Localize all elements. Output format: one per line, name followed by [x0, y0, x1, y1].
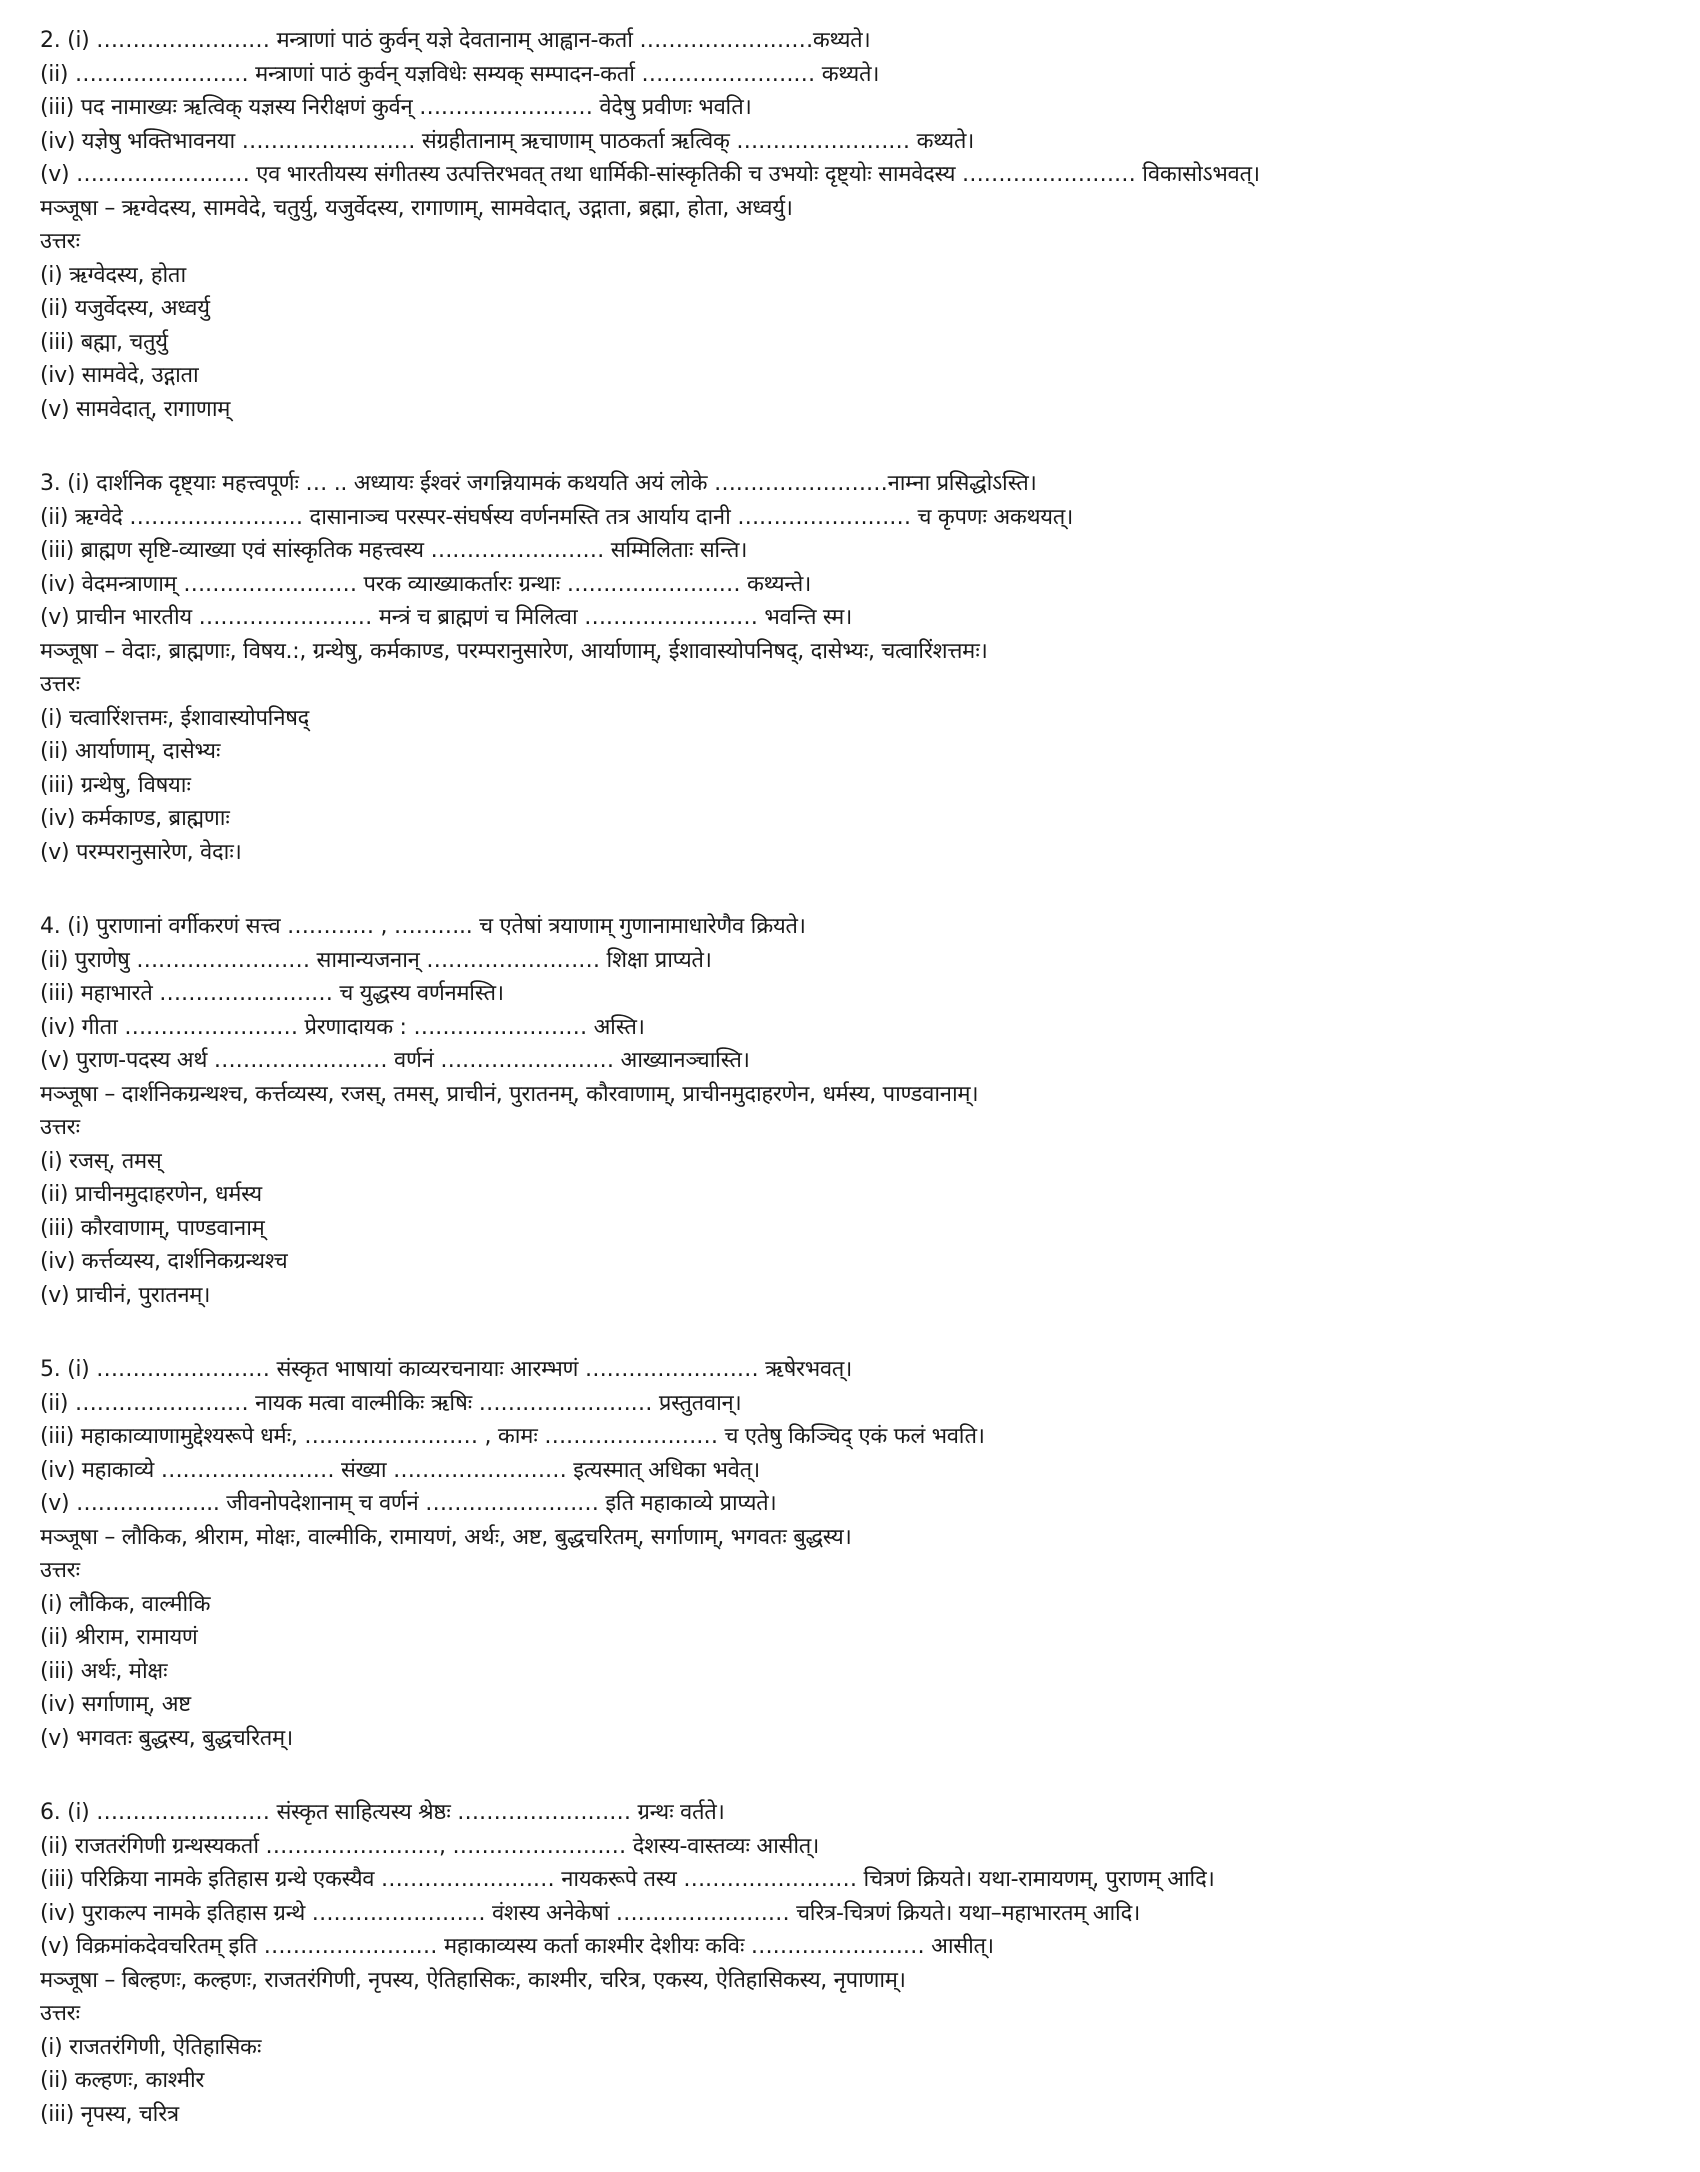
text-line: (v) परम्परानुसारेण, वेदाः। — [40, 839, 242, 865]
text-line: मञ्जूषा – बिल्हणः, कल्हणः, राजतरंगिणी, नृपस्य, ऐतिहासिकः, काश्मीर, चरित्र, एकस्य, ऐतिहासिकस्य, नृपाणाम्। — [40, 1967, 906, 1993]
question-section — [40, 910, 1680, 1312]
text-line: उत्तरः — [40, 672, 80, 697]
text-line: (v) विक्रमांकदेवचरितम् इति …………………… महाकाव्यस्य कर्ता काश्मीर देशीयः कविः …………………… आसीत्। — [40, 1934, 994, 1959]
text-line: (iii) ग्रन्थेषु, विषयाः — [40, 772, 191, 798]
text-line: (iii) परिक्रिया नामके इतिहास ग्रन्थे एकस्यैव …………………… नायकरूपे तस्य …………………… चित्रणं क्रियते। यथा-रामायणम्, पुराणम् आदि। — [40, 1867, 1215, 1892]
question-section — [40, 24, 1680, 426]
text-line: (iv) सर्गाणाम्, अष्ट — [40, 1692, 191, 1717]
text-line: (ii) …………………… मन्त्राणां पाठं कुर्वन् यज्ञविधेः सम्यक् सम्पादन-कर्ता …………………… कथ्यते। — [40, 61, 880, 87]
text-line: 3. (i) दार्शनिक दृष्ट्याः महत्त्वपूर्णः … .. अध्यायः ईश्वरं जगन्नियामकं कथयति अयं लोके ……………………नाम्ना प्रसिद्धोऽस्ति। — [40, 471, 1037, 496]
text-line: (iv) कर्मकाण्ड, ब्राह्मणाः — [40, 806, 230, 831]
text-line: (ii) आर्याणाम्, दासेभ्यः — [40, 739, 221, 764]
text-line: (iii) अर्थः, मोक्षः — [40, 1658, 168, 1684]
text-line: मञ्जूषा – वेदाः, ब्राह्मणाः, विषय.:, ग्रन्थेषु, कर्मकाण्ड, परम्परानुसारेण, आर्याणाम्, ईशावास्योपनिषद्, दासेभ्यः, चत्वारिंशत्तमः। — [40, 638, 988, 664]
question-section — [40, 1796, 1680, 2131]
text-line: (iv) गीता …………………… प्रेरणादायक : …………………… अस्ति। — [40, 1014, 645, 1040]
text-line: (ii) ऋग्वेदे …………………… दासानाञ्च परस्पर-संघर्षस्य वर्णनमस्ति तत्र आर्याय दानी …………………… च कृपणः अकथयत्। — [40, 504, 1073, 530]
text-line: (iv) वेदमन्त्राणाम् …………………… परक व्याख्याकर्तारः ग्रन्थाः …………………… कथ्यन्ते। — [40, 571, 812, 597]
text-line: (v) प्राचीन भारतीय …………………… मन्त्रं च ब्राह्मणं च मिलित्वा …………………… भवन्ति स्म। — [40, 605, 853, 630]
text-line: (ii) राजतरंगिणी ग्रन्थस्यकर्ता ……………………, …………………… देशस्य-वास्तव्यः आसीत्। — [40, 1833, 820, 1859]
text-line: (iii) पद नामाख्यः ऋत्विक् यज्ञस्य निरीक्षणं कुर्वन् …………………… वेदेषु प्रवीणः भवति। — [40, 95, 752, 120]
document — [40, 24, 1680, 2172]
text-line: (iii) महाकाव्याणामुद्देश्यरूपे धर्मः, …………………… , कामः …………………… च एतेषु किञ्चिद् एकं फलं भवति। — [40, 1424, 985, 1449]
text-line: (ii) श्रीराम, रामायणं — [40, 1625, 198, 1650]
text-line: (iv) पुराकल्प नामके इतिहास ग्रन्थे …………………… वंशस्य अनेकेषां …………………… चरित्र-चित्रणं क्रियते। यथा–महाभारतम् आदि। — [40, 1900, 1141, 1926]
text-line: (ii) कल्हणः, काश्मीर — [40, 2068, 205, 2093]
question-section — [40, 1353, 1680, 1755]
text-line: मञ्जूषा – दार्शनिकग्रन्थश्च, कर्त्तव्यस्य, रजस्, तमस्, प्राचीनं, पुरातनम्, कौरवाणाम्, प्राचीनमुदाहरणेन, धर्मस्य, पाण्डवानाम्। — [40, 1081, 979, 1107]
text-line: (ii) …………………… नायक मत्वा वाल्मीकिः ऋषिः …………………… प्रस्तुतवान्। — [40, 1390, 742, 1416]
question-section — [40, 467, 1680, 869]
text-line: (v) पुराण-पदस्य अर्थ …………………… वर्णनं …………………… आख्यानञ्चास्ति। — [40, 1048, 750, 1073]
text-line: (iv) यज्ञेषु भक्तिभावनया …………………… संग्रहीतानाम् ऋचाणाम् पाठकर्ता ऋत्विक् …………………… कथ्यते। — [40, 128, 975, 154]
text-line: (i) ऋग्वेदस्य, होता — [40, 262, 186, 288]
text-line: 4. (i) पुराणानां वर्गीकरणं सत्त्व ………… , ……….. च एतेषां त्रयाणाम् गुणानामाधारेणैव क्रियते। — [40, 914, 806, 939]
text-line: मञ्जूषा – लौकिक, श्रीराम, मोक्षः, वाल्मीकि, रामायणं, अर्थः, अष्ट, बुद्धचरितम्, सर्गाणाम्, भगवतः बुद्धस्य। — [40, 1524, 852, 1550]
text-line: 5. (i) …………………… संस्कृत भाषायां काव्यरचनायाः आरम्भणं …………………… ऋषेरभवत्। — [40, 1357, 853, 1382]
text-line: (v) …………………… एव भारतीयस्य संगीतस्य उत्पत्तिरभवत् तथा धार्मिकी-सांस्कृतिकी च उभयोः दृष्ट्योः सामवेदस्य …………………… विकासोऽभवत्। — [40, 162, 1260, 187]
text-line: (iii) बह्मा, चतुर्यु — [40, 329, 168, 355]
text-line: (iii) ब्राह्मण सृष्टि-व्याख्या एवं सांस्कृतिक महत्त्वस्य …………………… सम्मिलिताः सन्ति। — [40, 538, 748, 563]
text-line: मञ्जूषा – ऋग्वेदस्य, सामवेदे, चतुर्यु, यजुर्वेदस्य, रागाणाम्, सामवेदात्, उद्गाता, ब्रह्मा, होता, अध्वर्यु। — [40, 195, 793, 221]
text-line: (v) भगवतः बुद्धस्य, बुद्धचरितम्। — [40, 1725, 293, 1751]
text-line: (ii) प्राचीनमुदाहरणेन, धर्मस्य — [40, 1182, 262, 1207]
text-line: उत्तरः — [40, 2001, 80, 2026]
text-line: (ii) पुराणेषु …………………… सामान्यजनान् …………………… शिक्षा प्राप्यते। — [40, 947, 712, 973]
text-line: उत्तरः — [40, 1115, 80, 1140]
text-line: (i) राजतरंगिणी, ऐतिहासिकः — [40, 2034, 262, 2060]
text-line: 2. (i) …………………… मन्त्राणां पाठं कुर्वन् यज्ञे देवतानाम् आह्वान-कर्ता ……………………कथ्यते। — [40, 28, 871, 53]
text-line: (iii) महाभारते …………………… च युद्धस्य वर्णनमस्ति। — [40, 981, 504, 1006]
text-line: (i) रजस्, तमस् — [40, 1148, 162, 1174]
text-line: (iii) कौरवाणाम्, पाण्डवानाम् — [40, 1215, 265, 1241]
text-line: (i) चत्वारिंशत्तमः, ईशावास्योपनिषद् — [40, 705, 310, 731]
text-line: (v) ……………….. जीवनोपदेशानाम् च वर्णनं …………………… इति महाकाव्ये प्राप्यते। — [40, 1491, 777, 1516]
text-line: 6. (i) …………………… संस्कृत साहित्यस्य श्रेष्ठः …………………… ग्रन्थः वर्तते। — [40, 1800, 725, 1825]
text-line: (v) प्राचीनं, पुरातनम्। — [40, 1282, 211, 1308]
text-line: उत्तरः — [40, 1558, 80, 1583]
text-line: (iv) कर्त्तव्यस्य, दार्शनिकग्रन्थश्च — [40, 1249, 288, 1274]
text-line: (iii) नृपस्य, चरित्र — [40, 2101, 179, 2127]
text-line: (iv) सामवेदे, उद्गाता — [40, 363, 199, 388]
text-line: (ii) यजुर्वेदस्य, अध्वर्यु — [40, 296, 210, 321]
text-line: (i) लौकिक, वाल्मीकि — [40, 1591, 211, 1617]
text-line: (iv) महाकाव्ये …………………… संख्या …………………… इत्यस्मात् अधिका भवेत्। — [40, 1457, 760, 1483]
text-line: उत्तरः — [40, 229, 80, 254]
text-line: (v) सामवेदात्, रागाणाम् — [40, 396, 231, 422]
